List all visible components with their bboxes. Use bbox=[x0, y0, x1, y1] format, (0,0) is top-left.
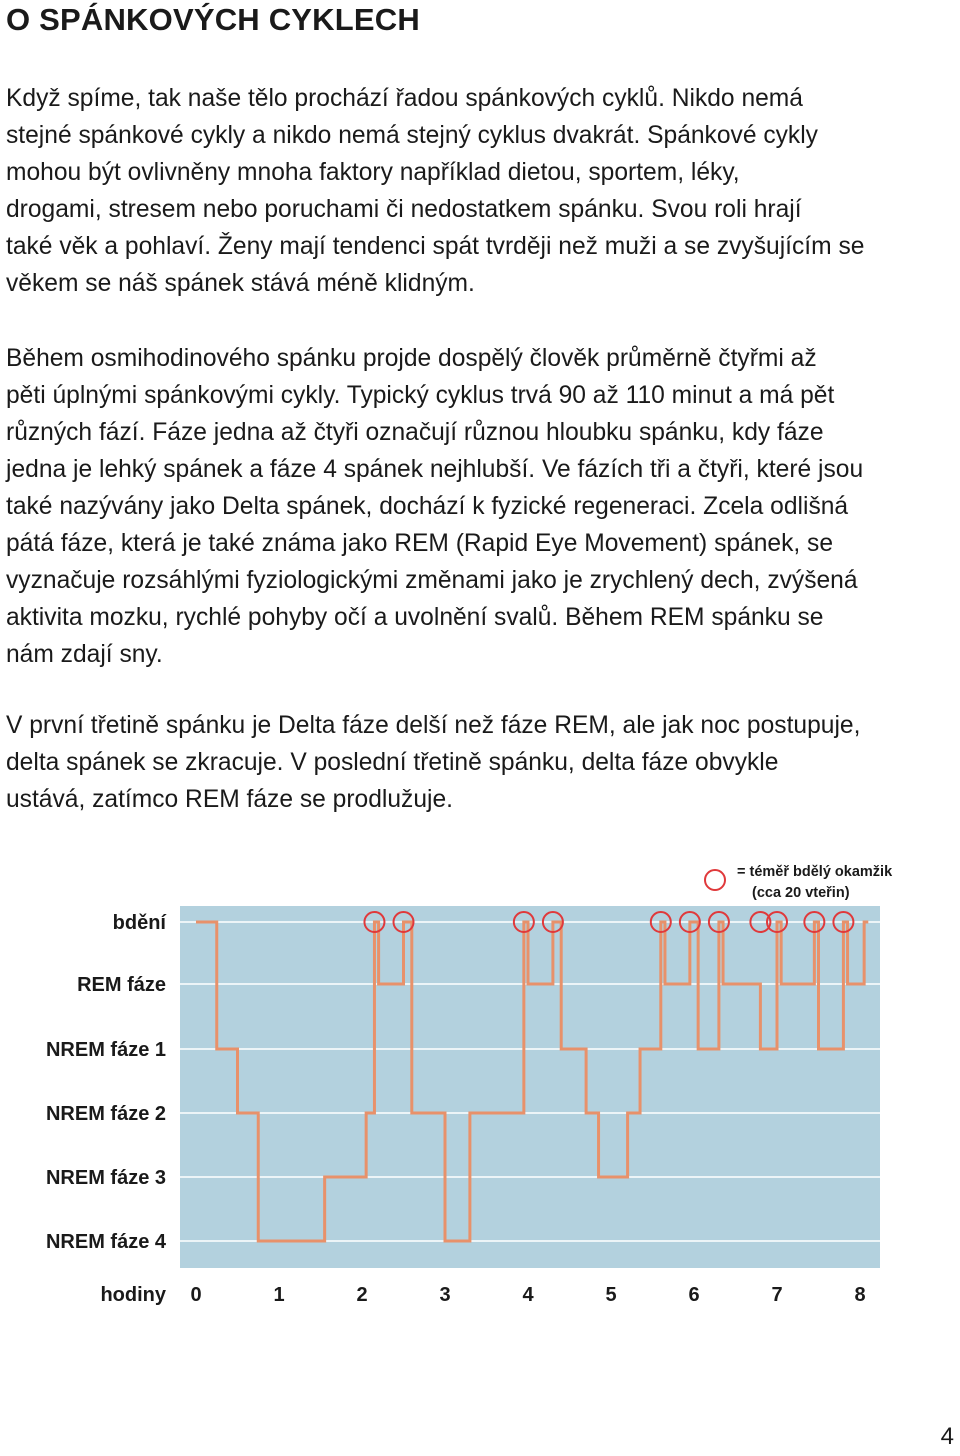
paragraph-line: nám zdají sny. bbox=[6, 641, 163, 668]
hour-tick-labels bbox=[190, 1284, 865, 1306]
paragraph-line: V první třetině spánku je Delta fáze delší než fáze REM, ale jak noc postupuje, bbox=[6, 712, 861, 739]
paragraph-line: jedna je lehký spánek a fáze 4 spánek nejhlubší. Ve fázích tři a čtyři, které jsou bbox=[6, 456, 864, 483]
hour-tick-label: 5 bbox=[605, 1284, 617, 1306]
hour-tick-label: 1 bbox=[273, 1284, 285, 1306]
plot-background bbox=[180, 906, 880, 1268]
paragraph-line: mohou být ovlivněny mnoha faktory například dietou, sportem, léky, bbox=[6, 159, 740, 186]
level-label: bdění bbox=[112, 912, 166, 934]
hour-tick-label: 0 bbox=[190, 1284, 202, 1306]
hour-tick-label: 2 bbox=[356, 1284, 368, 1306]
paragraph-night-progression bbox=[6, 707, 956, 818]
paragraph-line: delta spánek se zkracuje. V poslední třetině spánku, delta fáze obvykle bbox=[6, 749, 779, 776]
paragraph-line: stejné spánkové cykly a nikdo nemá stejný cyklus dvakrát. Spánkové cykly bbox=[6, 122, 818, 149]
paragraph-line: také nazývány jako Delta spánek, dochází k fyzické regeneraci. Zcela odlišná bbox=[6, 493, 849, 520]
hour-tick-label: 6 bbox=[688, 1284, 700, 1306]
hour-tick-label: 4 bbox=[522, 1284, 534, 1306]
paragraph-line: Když spíme, tak naše tělo prochází řadou spánkových cyklů. Nikdo nemá bbox=[6, 85, 803, 112]
hour-tick-label: 7 bbox=[771, 1284, 783, 1306]
paragraph-sleep-cycles-intro bbox=[6, 80, 956, 302]
legend-circle-icon bbox=[705, 870, 725, 890]
x-axis-label: hodiny bbox=[100, 1284, 166, 1306]
paragraph-line: ustává, zatímco REM fáze se prodlužuje. bbox=[6, 786, 453, 813]
hour-tick-label: 3 bbox=[439, 1284, 451, 1306]
level-label: NREM fáze 2 bbox=[45, 1103, 166, 1125]
page-number: 4 bbox=[940, 1423, 954, 1450]
paragraph-line: pátá fáze, která je také známa jako REM (Rapid Eye Movement) spánek, se bbox=[6, 530, 834, 557]
hour-tick-label: 8 bbox=[854, 1284, 866, 1306]
level-label: NREM fáze 1 bbox=[45, 1039, 166, 1061]
page-title: O SPÁNKOVÝCH CYKLECH bbox=[6, 2, 420, 37]
paragraph-line: pěti úplnými spánkovými cykly. Typický cyklus trvá 90 až 110 minut a má pět bbox=[6, 382, 835, 409]
legend-text-line-1: = téměř bdělý okamžik bbox=[737, 864, 893, 880]
paragraph-line: vyznačuje rozsáhlými fyziologickými změnami jako je zrychlený dech, zvýšená bbox=[6, 567, 858, 594]
paragraph-line: aktivita mozku, rychlé pohyby očí a uvolnění svalů. Během REM spánku se bbox=[6, 604, 824, 631]
paragraph-line: věkem se náš spánek stává méně klidným. bbox=[6, 270, 475, 297]
chart-legend bbox=[705, 864, 893, 901]
level-label: NREM fáze 3 bbox=[45, 1167, 166, 1189]
legend-text-line-2: (cca 20 vteřin) bbox=[752, 885, 850, 901]
level-label: REM fáze bbox=[77, 974, 166, 996]
level-label: NREM fáze 4 bbox=[45, 1231, 166, 1253]
paragraph-line: také věk a pohlaví. Ženy mají tendenci spát tvrději než muži a se zvyšujícím se bbox=[6, 233, 865, 260]
paragraph-line: drogami, stresem nebo poruchami či nedostatkem spánku. Svou roli hrají bbox=[6, 196, 802, 223]
paragraph-line: různých fází. Fáze jedna až čtyři označují různou hloubku spánku, kdy fáze bbox=[6, 419, 824, 446]
paragraph-line: Během osmihodinového spánku projde dospělý člověk průměrně čtyřmi až bbox=[6, 345, 817, 372]
paragraph-sleep-phases bbox=[6, 340, 956, 673]
level-labels bbox=[46, 912, 167, 1253]
hypnogram-chart bbox=[0, 840, 960, 1320]
